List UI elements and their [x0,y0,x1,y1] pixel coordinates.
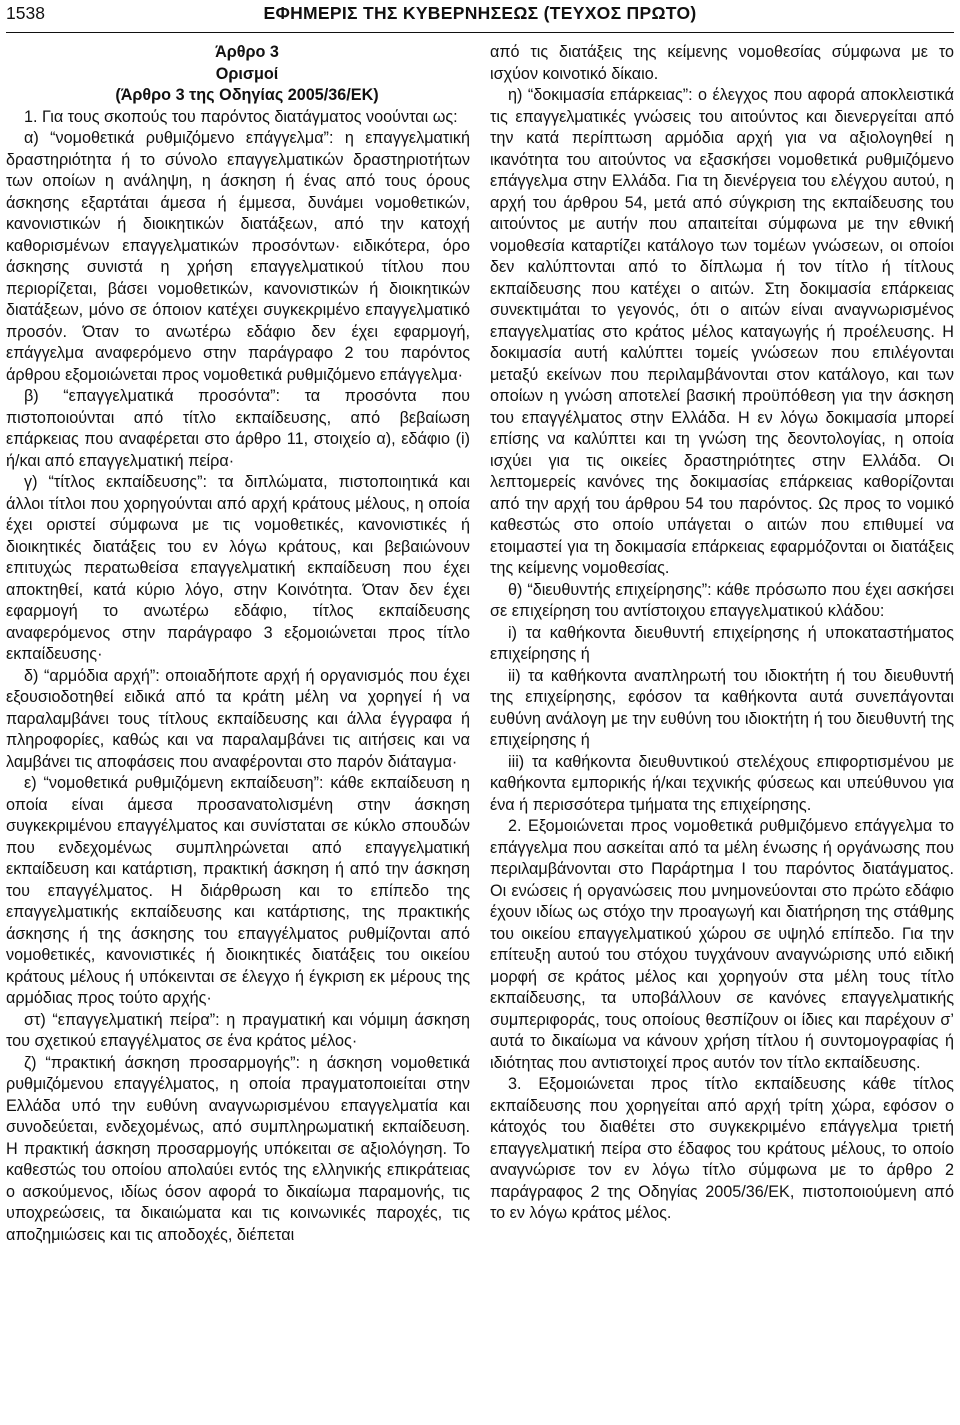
paragraph: 2. Εξομοιώνεται προς νομοθετικά ρυθμιζόμενο επάγγελμα το επάγγελμα που ασκείται από τα μέλη ένωσης ή οργάνωσης που περιλαμβάνονται στο Παράρτημα Ι του παρόντος διατάγματος. Οι ενώσεις ή οργανώσεις που μνημονεύονται στο πρώτο εδάφιο έχουν ιδίως ως στόχο την προαγωγή και διατήρηση της στάθμης του οικείου επαγγελματικού χώρου σε υψηλό επίπεδο. Για την επίτευξη αυτού του στόχου τυγχάνουν αναγνώρισης υπό ειδική μορφή σε κράτος μέλος και χορηγούν στα μέλη τους τίτλο εκπαίδευσης, τα υποβάλλουν σε κανόνες επαγγελματικής συμπεριφοράς, τους οποίους θεσπίζουν οι ίδιες και παρέχουν σ’ αυτά το δικαίωμα να κάνουν χρήση τίτλου ή συντομογραφίας ή ιδιότητας που αντιστοιχεί προς αυτόν τον τίτλο εκπαίδευσης. [490,817,954,1072]
page-header [6,3,954,27]
paragraph: η) “δοκιμασία επάρκειας”: ο έλεγχος που αφορά αποκλειστικά τις επαγγελματικές γνώσεις του αιτούντος και διενεργείται από την κατά περίπτωση αρμόδια αρχή για να αξιολογηθεί η ικανότητα του αιτούντος να εξασκήσει νομοθετικά ρυθμιζόμενο επάγγελμα στην Ελλάδα. Για τη διενέργεια του ελέγχου αυτού, η αρχή του άρθρου 54, μετά από σύγκριση της εκπαίδευσης του αιτούντος με αυτήν που απαιτείται σύμφωνα με την εθνική νομοθεσία καταρτίζει κατάλογο των τομέων γνώσεων, οι οποίοι δεν καλύπτονται από το δίπλωμα ή τον τίτλο ή τίτλους εκπαίδευσης που κατέχει ο αιτών. Στη δοκιμασία επάρκειας συνεκτιμάται το γεγονός, ότι ο αιτών είναι αναγνωρισμένος επαγγελματίας στο κράτος μέλος καταγωγής ή προέλευσης. Η δοκιμασία αυτή καλύπτει τομείς γνώσεων που επιλέγονται μεταξύ εκείνων που περιλαμβάνονται στον κατάλογο, και των οποίων η γνώση αποτελεί βασική προϋπόθεση για την άσκηση του επαγγέλματος στην Ελλάδα. Η εν λόγω δοκιμασία μπορεί επίσης να καλύπτει και τη γνώση της δεοντολογίας, η οποία ισχύει για τις οικείες δραστηριότητες στην Ελλάδα. Οι λεπτομερείς κανόνες της δοκιμασίας επάρκειας καθορίζονται από την αρχή του άρθρου 54 του παρόντος. Ως προς το νομικό καθεστώς στο οποίο υπάγεται ο αιτών που επιθυμεί να ετοιμαστεί για τη δοκιμασία επάρκειας εφαρμόζονται οι διατάξεις της κείμενης νομοθεσίας. [490,86,954,577]
paragraph: iii) τα καθήκοντα διευθυντικού στελέχους επιφορτισμένου με καθήκοντα εμπορικής ή/και τεχνικής φύσεως και υπεύθυνου για ένα ή περισσότερα τμήματα της επιχείρησης. [490,752,954,814]
paragraph: δ) “αρμόδια αρχή”: οποιαδήποτε αρχή ή οργανισμός που έχει εξουσιοδοτηθεί ειδικά από τα κράτη μέλη να χορηγεί ή να παραλαμβάνει τους τίτλους εκπαίδευσης και άλλα έγγραφα ή πληροφορίες, καθώς και να παραλαμβάνει τις αιτήσεις και να λαμβάνει τις αποφάσεις που αναφέρονται στο παρόν διάταγμα· [6,666,470,771]
paragraph: γ) “τίτλος εκπαίδευσης”: τα διπλώματα, πιστοποιητικά και άλλοι τίτλοι που χορηγούνται από αρχή κράτους μέλους, η οποία έχει οριστεί σύμφωνα με τις νομοθετικές, κανονιστικές ή διοικητικές διατάξεις του εν λόγω κράτους, και βεβαιώνουν επιτυχώς περατωθείσα επαγγελματική εκπαίδευση που έχει αποκτηθεί, κατά κύριο λόγο, στην Κοινότητα. Όταν δεν έχει εφαρμογή το ανωτέρω εδάφιο, τίτλος εκπαίδευσης αναφερόμενος στην παράγραφο 3 εξομοιώνεται προς τίτλο εκπαίδευσης· [6,473,470,663]
paragraph: ii) τα καθήκοντα αναπληρωτή του ιδιοκτήτη ή του διευθυντή της επιχείρησης, εφόσον τα καθήκοντα αυτά συνεπάγονται ευθύνη ανάλογη με την ευθύνη του ιδιοκτήτη ή του διευθυντή της επιχείρησης ή [490,666,954,749]
paragraph: 1. Για τους σκοπούς του παρόντος διατάγματος νοούνται ως: [24,107,458,126]
paragraph: α) “νομοθετικά ρυθμιζόμενο επάγγελμα”: η επαγγελματική δραστηριότητα ή το σύνολο επαγγελματικών δραστηριοτήτων των οποίων η ανάληψη, η άσκηση ή ένας από τους όρους άσκησης εξαρτάται άμεσα ή έμμεσα, δυνάμει νομοθετικών, κανονιστικών ή διοικητικών διατάξεων, από την κατοχή καθορισμένων επαγγελματικών προσόντων· ειδικότερα, όρο άσκησης συνιστά η χρήση επαγγελματικού τίτλου που περιορίζεται, βάσει νομοθετικών, κανονιστικών ή διοικητικών διατάξεων, μόνο σε όποιον κατέχει συγκεκριμένο επαγγελματικό προσόν. Όταν το ανωτέρω εδάφιο δεν έχει εφαρμογή, επάγγελμα αναφερόμενο στην παράγραφο 2 του παρόντος άρθρου εξομοιώνεται προς νομοθετικά ρυθμιζόμενο επάγγελμα· [6,129,470,384]
paragraph: i) τα καθήκοντα διευθυντή επιχείρησης ή υποκαταστήματος επιχείρησης ή [490,623,954,663]
paragraph: ζ) “πρακτική άσκηση προσαρμογής”: η άσκηση νομοθετικά ρυθμιζόμενου επαγγέλματος, η οποία πραγματοποιείται στην Ελλάδα υπό την ευθύνη αναγνωρισμένου επαγγελματία και συνοδεύεται, ενδεχομένως, από συμπληρωματική εκπαίδευση. Η πρακτική άσκηση προσαρμογής υπόκειται σε αξιολόγηση. Το καθεστώς του οποίου απολαύει εντός της ελληνικής επικράτειας ο ασκούμενος, ιδίως όσον αφορά το δικαίωμα παραμονής, τις υποχρεώσεις, τα δικαιώματα και τις κοινωνικές παροχές, τις αποζημιώσεις και τις αποδοχές, διέπεται [6,1053,470,1244]
paragraph: από τις διατάξεις της κείμενης νομοθεσίας σύμφωνα με το ισχύον κοινοτικό δίκαιο. [490,43,954,83]
right-column [490,42,954,1225]
article-source: (Άρθρο 3 της Οδηγίας 2005/36/ΕΚ) [115,86,379,104]
left-column [6,42,470,1246]
article-name: Ορισμοί [215,64,279,83]
paragraph: θ) “διευθυντής επιχείρησης”: κάθε πρόσωπο που έχει ασκήσει σε επιχείρηση του αντίστοιχου επαγγελματικού κλάδου: [490,580,954,620]
paragraph: ε) “νομοθετικά ρυθμιζόμενη εκπαίδευση”: κάθε εκπαίδευση η οποία είναι άμεσα προσανατολισμένη στην άσκηση συγκεκριμένου επαγγέλματος και συνίσταται σε κύκλο σπουδών που ενδεχομένως συμπληρώνεται από επαγγελματική εκπαίδευση και κατάρτιση, πρακτική άσκηση ή από την άσκηση του επαγγέλματος. Η διάρθρωση και το επίπεδο της επαγγελματικής εκπαίδευσης και κατάρτισης, της πρακτικής άσκησης ή της άσκησης του επαγγέλματος ρυθμίζονται από νομοθετικές, κανονιστικές ή διοικητικές διατάξεις του οικείου κράτους μέλους ή υπόκεινται σε έλεγχο ή έγκριση εκ μέρους της αρμόδιας προς τούτο αρχής· [6,774,470,1007]
header-divider [6,32,954,33]
paragraph: β) “επαγγελματικά προσόντα”: τα προσόντα που πιστοποιούνται από τίτλο εκπαίδευσης, από βεβαίωση επάρκειας που αναφέρεται στο άρθρο 11, στοιχείο α), εδάφιο (i) ή/και από επαγγελματική πείρα· [6,387,470,470]
page-number: 1538 [6,3,45,23]
gazette-title: ΕΦΗΜΕΡΙΣ ΤΗΣ ΚΥΒΕΡΝΗΣΕΩΣ (ΤΕΥΧΟΣ ΠΡΩΤΟ) [263,3,697,23]
paragraph: στ) “επαγγελματική πείρα”: η πραγματική και νόμιμη άσκηση του σχετικού επαγγέλματος σε ένα κράτος μέλος· [6,1010,470,1050]
article-number: Άρθρο 3 [215,43,279,61]
paragraph: 3. Εξομοιώνεται προς τίτλο εκπαίδευσης κάθε τίτλος εκπαίδευσης που χορηγείται από αρχή τρίτη χώρα, εφόσον ο κάτοχός του διαθέτει στο συγκεκριμένο επάγγελμα τριετή επαγγελματική πείρα στο έδαφος του κράτους μέλους, το οποίο αναγνώρισε τον εν λόγω τίτλο σύμφωνα με το άρθρο 2 παράγραφος 2 της Οδηγίας 2005/36/ΕΚ, πιστοποιούμενη από το εν λόγω κράτος μέλος. [490,1075,954,1222]
